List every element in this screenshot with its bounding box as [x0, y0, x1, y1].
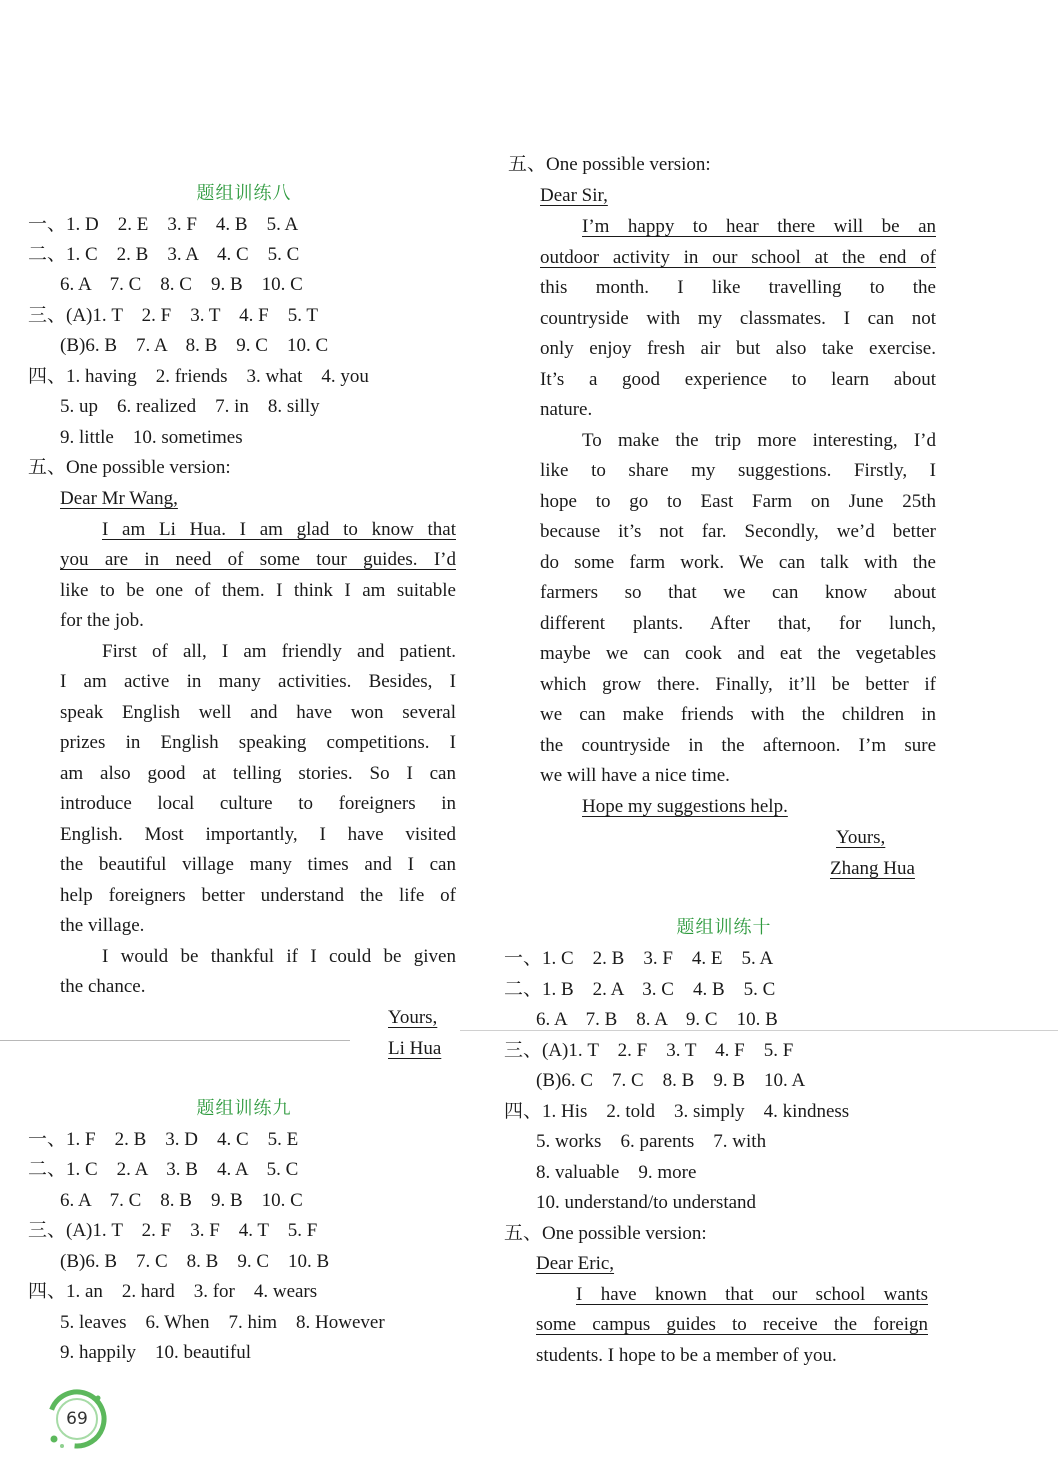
letter-line: this month. I like travelling to the — [540, 277, 936, 298]
section-title-9: 题组训练九 — [196, 1098, 292, 1119]
answer-line: 6. A 7. B 8. A 9. C 10. B — [536, 1009, 778, 1030]
answer-line: 10. understand/to understand — [536, 1192, 757, 1213]
letter-line: the village. — [60, 915, 145, 936]
answer-line: 5. works 6. parents 7. with — [536, 1131, 767, 1152]
letter-line: the chance. — [60, 976, 146, 997]
writing-heading: 五、One possible version: — [508, 154, 711, 175]
answer-line: 5. leaves 6. When 7. him 8. However — [60, 1312, 385, 1333]
answer-line: 一、1. D 2. E 3. F 4. B 5. A — [28, 214, 299, 235]
section-title-10: 题组训练十 — [676, 917, 772, 938]
letter-line: like to share my suggestions. Firstly, I — [540, 460, 936, 481]
answer-line: 四、1. His 2. told 3. simply 4. kindness — [504, 1101, 850, 1122]
letter-line: It’s a good experience to learn about — [540, 369, 936, 390]
letter-line: I would be thankful if I could be given — [102, 946, 456, 967]
answer-line: 一、1. F 2. B 3. D 4. C 5. E — [28, 1129, 299, 1150]
letter-line: First of all, I am friendly and patient. — [102, 641, 456, 662]
letter-line: like to be one of them. I think I am suitable — [60, 580, 456, 601]
answer-line: 三、(A)1. T 2. F 3. T 4. F 5. F — [504, 1040, 794, 1061]
letter-line: I am Li Hua. I am glad to know that — [102, 519, 456, 540]
letter-line: hope to go to East Farm on June 25th — [540, 491, 936, 512]
answer-line: 二、1. B 2. A 3. C 4. B 5. C — [504, 979, 776, 1000]
letter-line: speak English well and have won several — [60, 702, 456, 723]
answer-line: 8. valuable 9. more — [536, 1162, 697, 1183]
letter-line: the beautiful village many times and I can — [60, 854, 456, 875]
underlined-phrase: you are in need of some tour guides. I’d — [60, 549, 456, 570]
answer-line: 9. little 10. sometimes — [60, 427, 243, 448]
answer-line: 三、(A)1. T 2. F 3. T 4. F 5. T — [28, 305, 318, 326]
section-title-8: 题组训练八 — [196, 183, 292, 204]
letter-line: farmers so that we can know about — [540, 582, 936, 603]
answer-line: 四、1. an 2. hard 3. for 4. wears — [28, 1281, 318, 1302]
answer-line: 三、(A)1. T 2. F 3. F 4. T 5. F — [28, 1220, 318, 1241]
letter-line: some campus guides to receive the foreign — [536, 1314, 928, 1335]
letter-line: I am active in many activities. Besides, I — [60, 671, 456, 692]
answer-line: 二、1. C 2. B 3. A 4. C 5. C — [28, 244, 300, 265]
letter-line: countryside with my classmates. I can not — [540, 308, 936, 329]
letter-line: I have known that our school wants — [576, 1284, 928, 1305]
letter-salutation: Dear Sir, — [540, 185, 608, 206]
letter-line: students. I hope to be a member of you. — [536, 1345, 837, 1366]
writing-heading: 五、One possible version: — [28, 457, 231, 478]
answer-line: (B)6. C 7. C 8. B 9. B 10. A — [536, 1070, 806, 1091]
letter-closing: Yours, — [836, 827, 886, 848]
letter-line: for the job. — [60, 610, 144, 631]
letter-line: which grow there. Finally, it’ll be better if — [540, 674, 936, 695]
answer-line: 一、1. C 2. B 3. F 4. E 5. A — [504, 948, 774, 969]
letter-line: Hope my suggestions help. — [582, 796, 788, 817]
letter-line: introduce local culture to foreigners in — [60, 793, 456, 814]
letter-line: am also good at telling stories. So I can — [60, 763, 456, 784]
letter-line: the countryside in the afternoon. I’m sure — [540, 735, 936, 756]
answer-line: 二、1. C 2. A 3. B 4. A 5. C — [28, 1159, 299, 1180]
letter-line: help foreigners better understand the life of — [60, 885, 456, 906]
writing-heading: 五、One possible version: — [504, 1223, 707, 1244]
letter-line: we will have a nice time. — [540, 765, 730, 786]
answer-line: 6. A 7. C 8. C 9. B 10. C — [60, 274, 303, 295]
letter-closing: Yours, — [388, 1007, 438, 1028]
letter-line: only enjoy fresh air but also take exercise. — [540, 338, 936, 359]
page-number: 69 — [66, 1409, 88, 1429]
letter-line: nature. — [540, 399, 593, 420]
divider — [0, 1040, 350, 1041]
page-number-badge — [42, 1384, 112, 1454]
letter-line: I’m happy to hear there will be an — [582, 216, 936, 237]
answer-line: 四、1. having 2. friends 3. what 4. you — [28, 366, 369, 387]
letter-signature: Zhang Hua — [830, 858, 915, 879]
letter-line: we can make friends with the children in — [540, 704, 936, 725]
letter-line: English. Most importantly, I have visited — [60, 824, 456, 845]
answer-line: 9. happily 10. beautiful — [60, 1342, 252, 1363]
letter-line: do some farm work. We can talk with the — [540, 552, 936, 573]
letter-line: maybe we can cook and eat the vegetables — [540, 643, 936, 664]
letter-line: because it’s not far. Secondly, we’d better — [540, 521, 936, 542]
letter-salutation: Dear Mr Wang, — [60, 488, 178, 509]
letter-line — [60, 548, 456, 572]
letter-signature: Li Hua — [388, 1038, 442, 1059]
answer-line: (B)6. B 7. C 8. B 9. C 10. B — [60, 1251, 330, 1272]
answer-line: 6. A 7. C 8. B 9. B 10. C — [60, 1190, 303, 1211]
answer-line: (B)6. B 7. A 8. B 9. C 10. C — [60, 335, 329, 356]
letter-line: To make the trip more interesting, I’d — [582, 430, 936, 451]
letter-line: outdoor activity in our school at the end of — [540, 247, 936, 268]
letter-line: different plants. After that, for lunch, — [540, 613, 936, 634]
answer-line: 5. up 6. realized 7. in 8. silly — [60, 396, 320, 417]
letter-line: prizes in English speaking competitions. I — [60, 732, 456, 753]
letter-salutation: Dear Eric, — [536, 1253, 615, 1274]
